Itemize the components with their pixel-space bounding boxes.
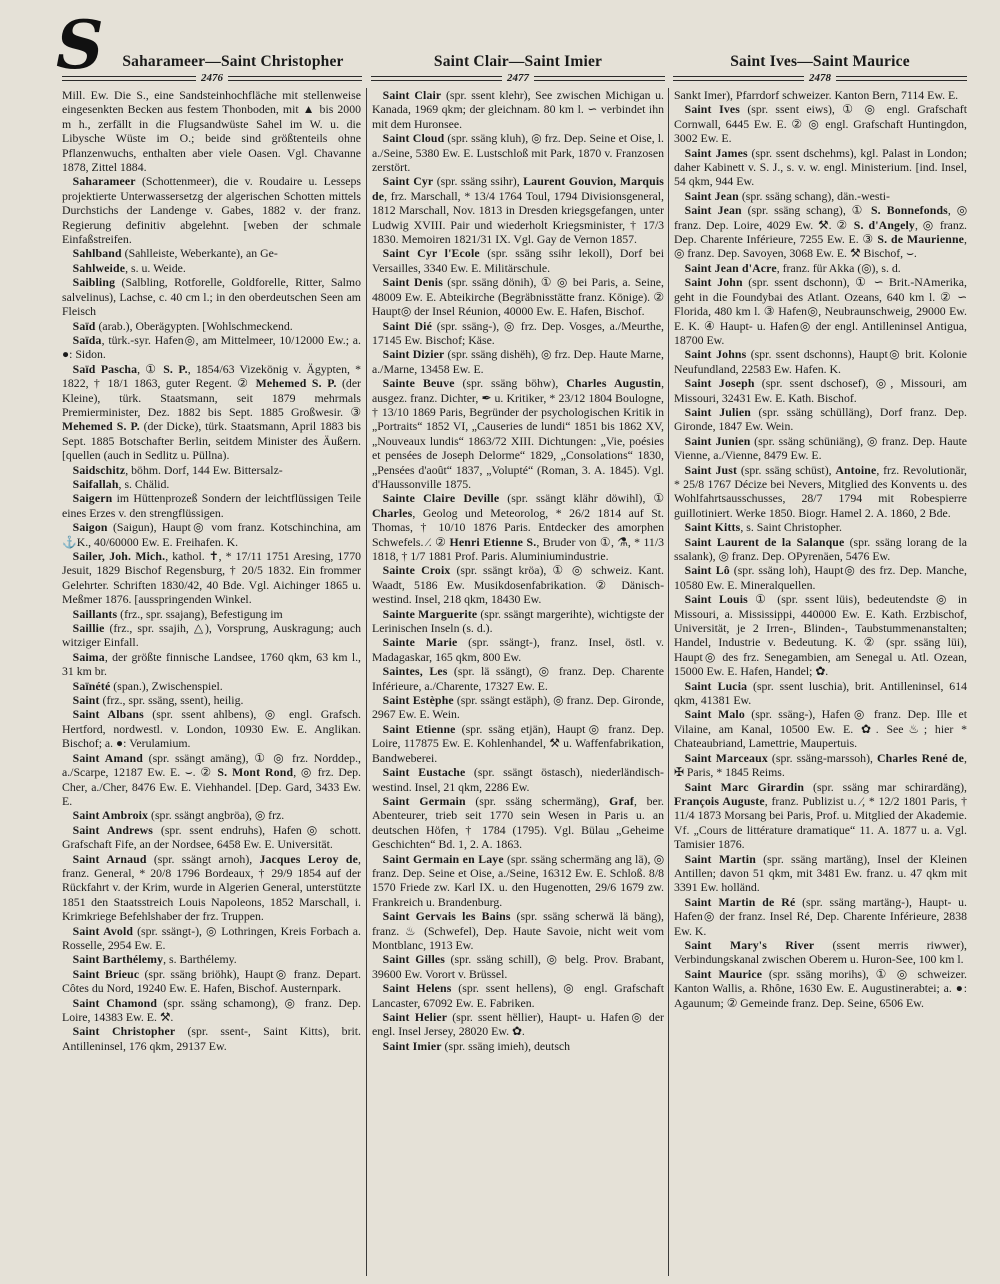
- dictionary-entry: [62, 174, 361, 246]
- entry-text: , türk.-syr. Hafen◎, am Mittelmeer, 10/12000 Ew.; a. ●: Sidon.: [62, 332, 361, 362]
- dictionary-entry: [674, 563, 967, 592]
- entry-text: (Sahlleiste, Weberkante), an Ge-: [121, 246, 278, 261]
- entry-text: Mill. Ew. Die S., eine Sandsteinhochfläche mit stellenweise eingesenkten Becken aus festem Thonboden, mit ▲ bis 2000 m h., zerfällt in die Flugsandwüste Sahel im W. u. die Libysche Wüste im O.; beide sind größtenteils ohne Pflanzenwuchs, enthalten aber viele Oasen. Vgl. Chavanne 1878, Zittel 1884.: [62, 88, 361, 175]
- dictionary-entry: [372, 794, 664, 852]
- entry-text: (spr. ssängt kröa), ① ◎ schweiz. Kant. Waadt, 5186 Ew. Musikdosenfabrikation. ② Dänisch-westind. Insel, 218 qkm, 18430 Ew.: [372, 563, 664, 607]
- entry-headword: Saint Brieuc: [72, 966, 140, 981]
- entry-text: (spr. ssent endruhs), Hafen◎ schott. Grafschaft Fife, an der Nordsee, 6458 Ew. E. Universität.: [62, 822, 361, 852]
- entry-text: (spr. ssängt amäng), ① ◎ frz. Norddep., a./Scarpe, 12187 Ew. E. ⌣. ②: [62, 750, 361, 780]
- dictionary-entry: [674, 102, 967, 145]
- dictionary-entry: [674, 88, 967, 102]
- entry-text: (spr. ssäng martäng), Insel der Kleinen Antillen; davon 51 qkm, mit 3481 Ew. franz. u. 47 qkm mit 3391 Ew. holländ.: [674, 851, 968, 895]
- entry-text: ① (spr. ssent lüis), bedeutendste ◎ in Missouri, a. Mississippi, 440000 Ew. E. Kath. Erzbischof, Universität, je 2 Irren-, Blinden-, Taubstummenanstalten; Handel, Industrie v. Bedeutung. K. ② (spr. ssäng lüi), Haupt◎ des frz. Senegambien, am Senegal u. Atl. Ozean, 15000 Ew. E. Hafen, Handel; ✿.: [674, 592, 967, 679]
- entry-text: (spr. ssängt estäph), ◎ franz. Dep. Gironde, 2967 Ew. E. Wein.: [372, 693, 664, 722]
- entry-headword: Saint John: [684, 275, 743, 290]
- dictionary-entry: [372, 491, 664, 563]
- dictionary-entry: [674, 347, 967, 376]
- double-rule: [673, 76, 804, 81]
- dictionary-entry: [62, 693, 361, 707]
- entry-text: (spr. ssäng loh), Haupt◎ des frz. Dep. Manche, 10580 Ew. E. Mineralquellen.: [674, 563, 967, 592]
- entry-text: (spr. ssängt-), franz. Insel, östl. v. Madagaskar, 165 qkm, 800 Ew.: [372, 635, 664, 664]
- entry-text: (spr. ssängt arnoh),: [146, 851, 260, 866]
- entry-text: (spr. ssäng scherwä lä bäng), franz. ♨ (Schwefel), Dep. Haute Savoie, nicht weit vom Montblanc, 1913 Ew.: [372, 909, 664, 952]
- entry-subheading: Graf: [609, 793, 635, 808]
- entry-text: (ssent merris riwwer), Verbindungskanal zwischen Oberem u. Huron-See, 100 km l.: [674, 937, 967, 967]
- dictionary-entry: [372, 174, 664, 246]
- dictionary-entry: [62, 477, 361, 491]
- entry-headword: Saint Martin: [684, 851, 756, 866]
- entry-text: , böhm. Dorf, 144 Ew. Bittersalz-: [125, 462, 283, 477]
- entry-headword: Saint Eustache: [382, 765, 466, 780]
- dictionary-entry: [674, 275, 967, 347]
- column-title-middle: Saint Clair—Saint Imier: [433, 53, 603, 70]
- entry-subheading: Antoine: [835, 462, 877, 477]
- dictionary-entry: [62, 707, 361, 750]
- entry-headword: Saint Malo: [684, 707, 745, 722]
- dictionary-entry: [674, 535, 967, 564]
- dictionary-entry: [674, 189, 967, 203]
- dictionary-entry: [62, 1024, 361, 1053]
- entry-text: (spr. ssäng mar schirardäng),: [804, 779, 967, 794]
- entry-headword: Saint Cyr l'Ecole: [382, 246, 480, 261]
- entry-headword: Saïd Pascha: [72, 361, 138, 376]
- dictionary-entry: [62, 88, 361, 174]
- entry-text: , s. Barthélemy.: [163, 952, 237, 967]
- entry-text: (Saigun), Haupt◎ vom franz. Kotschinchina, am ⚓K., 40/60000 Ew. E. Freihafen. K.: [62, 520, 361, 549]
- entry-text: , s. Chälid.: [118, 476, 170, 491]
- dictionary-entry: [674, 146, 967, 189]
- entry-headword: Saint Cloud: [382, 131, 445, 146]
- entry-headword: Saint Cyr: [382, 174, 434, 189]
- entry-headword: Saint Julien: [684, 404, 751, 419]
- entry-text: , der größte finnische Landsee, 1760 qkm, 63 km l., 31 km br.: [62, 649, 361, 679]
- page-number-row-left: [62, 73, 362, 84]
- entry-headword: Saint Arnaud: [72, 851, 147, 866]
- entry-text: (spr. ssäng böhw),: [454, 376, 567, 391]
- entry-headword: Saint Albans: [72, 707, 144, 722]
- entry-text: (der Kleine), türk. Staatsmann, seit 1879 mehrmals Premierminister, Dez. 1882 bis Sept. 1885 Großwesir. ③: [62, 376, 361, 419]
- column-title-right: Saint Ives—Saint Maurice: [730, 53, 910, 70]
- entry-headword: Saint Louis: [684, 592, 748, 607]
- entry-headword: Saint Estèphe: [382, 693, 454, 708]
- dictionary-entry: [372, 563, 664, 606]
- entry-headword: Saint Maurice: [684, 966, 763, 981]
- double-rule: [228, 76, 362, 81]
- entry-text: (spr. ssent ahlbens), ◎ engl. Grafsch. Hertford, nordwestl. v. London, 10930 Ew. E. Anglikan. Bischof; a. ●: Verulamium.: [62, 707, 362, 751]
- entry-text: (spr. ssäng lorang de la ssalank), ◎ franz. Dep. OPyrenäen, 5476 Ew.: [674, 534, 968, 563]
- entry-headword: Sainte Claire Deville: [382, 491, 500, 506]
- entry-headword: Saigern: [72, 491, 113, 506]
- entry-text: , 1854/63 Vizekönig v. Ägypten, * 1822, † 18/1 1863, guter Regent. ②: [62, 361, 361, 391]
- page-number: 2478: [809, 72, 831, 84]
- entry-subheading: S. d'Angely: [853, 217, 915, 232]
- entry-headword: Saint Kitts: [684, 520, 741, 535]
- entry-text: (spr. ssäng morihs), ① ◎ schweizer. Kanton Wallis, a. Rhône, 1630 Ew. E. Augustinerabtei; a. ●: Agaunum; ② Gemeinde franz. Dep. Seine, 6506 Ew.: [674, 966, 967, 1010]
- entry-text: (frz., spr. ssajih, △), Vorsprung, Auskragung; auch witziger Einfall.: [62, 621, 361, 650]
- dictionary-entry: [62, 333, 361, 362]
- entry-headword: Sailer, Joh. Mich.: [72, 549, 166, 563]
- entry-headword: Saint Andrews: [72, 822, 154, 837]
- entry-headword: Sainte Beuve: [382, 376, 455, 391]
- entry-text: (spr. ssäng schang), dän.-westi-: [738, 188, 890, 203]
- entry-headword: Saint Martin de Ré: [684, 894, 796, 909]
- dictionary-entry: [674, 261, 967, 275]
- entry-headword: Saint Junien: [684, 433, 751, 448]
- entry-text: (spr. lä ssängt), ◎ franz. Dep. Charente Inférieure, a./Charente, 17327 Ew. E.: [372, 664, 664, 693]
- entry-text: (spr. ssent-, Saint Kitts), brit. Antilleninsel, 176 qkm, 29137 Ew.: [62, 1024, 361, 1053]
- dictionary-entry: [372, 981, 664, 1010]
- dictionary-entry: [62, 823, 361, 852]
- double-rule: [371, 76, 502, 81]
- entry-headword: Saint: [72, 693, 100, 708]
- column-divider: [668, 88, 669, 1276]
- dictionary-entry: [62, 679, 361, 693]
- entry-text: (frz., spr. ssäng, ssent), heilig.: [99, 693, 244, 708]
- entry-text: , ber. Abenteurer, trieb seit 1770 sein Wesen in Paris u. an deutschen Höfen, † 1784 (1795). Vgl. Bülau „Geheime Geschichten“ Bd. 1, 2. A. 1863.: [372, 793, 664, 852]
- entry-subheading: S. P.: [163, 361, 188, 376]
- dictionary-entry: [372, 909, 664, 952]
- entry-headword: Saint Dié: [382, 318, 432, 333]
- entry-text: (spr. ssäng briöhk), Haupt◎ franz. Depart. Côtes du Nord, 19240 Ew. E. Hafen, Bischof. Austernpark.: [62, 966, 362, 996]
- entry-text: (arab.), Oberägypten. [Wohlschmeckend.: [95, 318, 293, 333]
- entry-headword: Saima: [72, 649, 105, 664]
- entry-text: (spr. ssent hëllier), Haupt- u. Hafen◎ der engl. Insel Jersey, 28020 Ew. ✿.: [372, 1010, 664, 1039]
- entry-text: (spr. ssent dschehms), kgl. Palast in London; daher Kabinett v. S. J., s. v. w. engl. Ministerium. [ind. Insel, 54 qkm, 944 Ew.: [674, 145, 968, 189]
- dictionary-entry: [62, 275, 361, 318]
- entry-text: (spr. ssäng kluh), ◎ frz. Dep. Seine et Oise, l. a./Seine, 5380 Ew. E. Lustschloß mit Park, 1870 v. Franzosen zerstört.: [372, 131, 664, 175]
- dictionary-entry: [62, 924, 361, 953]
- entry-text: (spr. ssent dschonn), ① ∽ Brit.-NAmerika, geht in die Foundybai des Atlant. Ozeans, 640 km l. ② ∽ Florida, 480 km l. ③ Hafen◎, Neubraunschweig, 29000 Ew. E. K. ④ Haupt- u. Hafen◎ der engl. Antilleninsel Antigua, 18700 Ew.: [674, 275, 967, 347]
- entry-text: , franz. für Akka (◎), s. d.: [776, 260, 901, 275]
- column-divider: [366, 88, 367, 1276]
- dictionary-entry: [674, 376, 967, 405]
- dictionary-entry: [674, 852, 967, 895]
- entry-headword: Saint Chamond: [72, 995, 158, 1010]
- entry-headword: Saillie: [72, 621, 105, 636]
- dictionary-entry: [372, 635, 664, 664]
- entry-headword: Saharameer: [72, 174, 136, 189]
- entry-text: (spr. ssäng dishëh), ◎ frz. Dep. Haute Marne, a./Marne, 13458 Ew. E.: [372, 347, 664, 376]
- entry-text: (der Dicke), türk. Staatsmann, April 1883 bis Sept. 1885 Botschafter Berlin, seitdem Minister des Äußern. [quellen (auch in Sedlitz u. Püllna).: [62, 419, 361, 463]
- entry-headword: Saint James: [684, 145, 748, 160]
- dictionary-entry: [62, 520, 361, 549]
- dictionary-entry: [372, 275, 664, 318]
- entry-headword: Saint Mary's River: [684, 937, 815, 952]
- entry-headword: Saint Johns: [684, 347, 747, 362]
- dictionary-entry: [62, 261, 361, 275]
- entry-text: , ◎ frz. Dep. Cher, a./Cher, 8476 Ew. E. Viehhandel. [Dep. Gard, 3433 Ew. E.: [62, 765, 361, 808]
- initial-letter: S: [56, 6, 104, 84]
- entry-headword: Sainte Marie: [382, 635, 458, 650]
- entry-headword: Saint Etienne: [382, 721, 456, 736]
- entry-text: (spr. ssäng martäng-), Haupt- u. Hafen◎ der franz. Insel Ré, Dep. Charente Inférieure, 2838 Ew. K.: [674, 894, 967, 938]
- entry-headword: Saint Helier: [382, 1010, 448, 1024]
- dictionary-entry: [62, 362, 361, 463]
- entry-headword: Saifallah: [72, 476, 119, 491]
- entry-text: (spr. ssäng-), Hafen◎ franz. Dep. Ille et Vilaine, am Kanal, 10500 Ew. E. ✿. See♨; hier * Chateaubriand, Lamettrie, Maupertuis.: [674, 707, 967, 751]
- dictionary-entry: [62, 621, 361, 650]
- entry-text: , Geolog und Meteorolog, * 26/2 1814 auf St. Thomas, † 10/10 1876 Paris. Entdecker des amorphen Schwefels. ⁄. ②: [372, 505, 664, 549]
- entry-headword: Saint Ives: [684, 102, 741, 117]
- page-number: 2477: [507, 72, 529, 84]
- dictionary-entry: [62, 808, 361, 822]
- dictionary-entry: [674, 434, 967, 463]
- entry-text: (spr. ssäng schamong), ◎ franz. Dep. Loire, 14383 Ew. E. ⚒.: [62, 995, 361, 1024]
- entry-subheading: S. Mont Rond: [217, 765, 294, 780]
- entry-headword: Sahlband: [72, 246, 122, 261]
- dictionary-entry: [62, 650, 361, 679]
- dictionary-entry: [62, 319, 361, 333]
- dictionary-entry: [674, 463, 967, 521]
- dictionary-entry: [674, 203, 967, 261]
- entry-text: , s. Saint Christopher.: [740, 520, 842, 535]
- entry-text: (spr. ssent dschosef), ◎, Missouri, am Missouri, 32431 Ew. E. Kath. Bischof.: [674, 376, 967, 405]
- dictionary-entry: [372, 88, 664, 131]
- entry-text: , ✠ Paris, * 1845 Reims.: [674, 750, 967, 780]
- entry-text: (spr. ssent dschonns), Haupt◎ brit. Kolonie Neufundland, 22583 Ew. Hafen. K.: [674, 347, 967, 376]
- entry-text: (span.), Zwischenspiel.: [110, 678, 223, 693]
- entry-text: (spr. ssäng schill), ◎ belg. Prov. Brabant, 39600 Ew. Vorort v. Brüssel.: [372, 952, 664, 981]
- entry-text: , ①: [137, 361, 164, 376]
- double-rule: [534, 76, 665, 81]
- dictionary-entry: [372, 952, 664, 981]
- entry-text: , ◎ franz. Dep. Savoyen, 3068 Ew. E. ⚒ Bischof, ⌣.: [674, 232, 967, 261]
- entry-text: , frz. Marschall, * 13/4 1764 Toul, 1794 Divisionsgeneral, 1812 Marschall, Nov. 1813 in Dresden kriegsgefangen, unter Ludwig XVIII. Pair und wiederholt Kriegsminister, † 17/3 1830. Memoiren 1821/31 IX. Vgl. Gay de Vernon 1857.: [372, 188, 664, 247]
- entry-text: (spr. ssäng-marssoh),: [767, 750, 878, 765]
- entry-subheading: Charles René de: [877, 750, 965, 765]
- entry-subheading: Jacques Leroy de: [259, 851, 359, 866]
- entry-text: (spr. ssäng imieh), deutsch: [441, 1038, 571, 1053]
- entry-text: (Schottenmeer), die v. Roudaire u. Lesseps projektierte Unterwassersetzg der algerischen Schotten mittels Durchstichs der Landenge v. Gabes, 1882 v. der franz. Regierung definitiv abgelehnt. [weben der schmale Einfaßstreifen.: [62, 174, 361, 247]
- entry-text: , ◎ franz. Dep. Charente Inférieure, 7255 Ew. E. ③: [674, 217, 968, 247]
- entry-text: (spr. ssent hellens), ◎ engl. Grafschaft Lancaster, 67092 Ew. E. Fabriken.: [372, 981, 664, 1010]
- dictionary-entry: [62, 491, 361, 520]
- entry-text: (spr. ssängt klähr döwihl), ①: [499, 491, 664, 506]
- entry-headword: Saint Denis: [382, 275, 443, 290]
- column-title-left: Saharameer—Saint Christopher: [122, 53, 344, 70]
- entry-subheading: Henri Etienne S.: [449, 534, 537, 549]
- entry-headword: Saint Gervais les Bains: [382, 909, 511, 924]
- page-number: 2476: [201, 72, 223, 84]
- entry-headword: Saint Clair: [382, 88, 442, 102]
- entry-text: (spr. ssäng schüst),: [737, 462, 836, 477]
- dictionary-entry: [372, 319, 664, 348]
- entry-headword: Saïda: [72, 332, 102, 347]
- entry-text: , ausgez. franz. Dichter, ✒ u. Kritiker, * 23/12 1804 Boulogne, † 13/10 1869 Paris, Begründer der psychologischen Kritik in „Portraits“ 1852 VI, „Causeries de lundi“ 1851 bis 1862 XV, „Nouveaux lundis“ 1863/72 XIII. Dichtungen: „Vie, poésies et pensées de Joseph Delorme“ 1829, „Consolations“ 1830, „Pensées d'août“ 1837, „Volupté“ (Roman, 3. A. 1845). Vgl. d'Haussonville 1875.: [372, 376, 665, 491]
- dictionary-entry: [372, 664, 664, 693]
- entry-text: (spr. ssäng ssihr),: [433, 174, 524, 189]
- entry-headword: Saint Avold: [72, 923, 134, 938]
- entry-text: (spr. ssäng ssihr lekoll), Dorf bei Versailles, 3340 Ew. E. Militärschule.: [372, 246, 664, 275]
- entry-headword: Saint Gilles: [382, 952, 446, 967]
- dictionary-entry: [372, 693, 664, 722]
- entry-headword: Saint Marceaux: [684, 750, 768, 765]
- dictionary-entry: [62, 751, 361, 809]
- entry-text: (spr. ssent klehr), See zwischen Michigan u. Kanada, 1969 qkm; der gleichnam. 80 km l. ∽ verbindet ihn mit dem Huronsee.: [372, 88, 665, 131]
- entry-headword: Saïd: [72, 318, 96, 333]
- entry-headword: Saint Laurent de la Salanque: [684, 534, 845, 549]
- dictionary-entry: [62, 607, 361, 621]
- page-number-row-middle: [371, 73, 665, 84]
- entry-subheading: Mehemed S. P.: [62, 419, 140, 434]
- entry-text: (spr. ssäng schang), ①: [741, 203, 871, 218]
- dictionary-entry: [372, 347, 664, 376]
- entry-headword: Saint Helens: [382, 981, 452, 996]
- entry-headword: Saint Jean: [684, 203, 742, 218]
- dictionary-entry: [372, 852, 664, 910]
- entry-headword: Saint Dizier: [382, 347, 445, 362]
- entry-headword: Saibling: [72, 275, 116, 290]
- entry-text: (Salbling, Rotforelle, Goldforelle, Ritter, Salmo salvelinus), Lachse, c. 40 cm l.; in den oberdeutschen Seen am Fleisch: [62, 275, 361, 319]
- dictionary-entry: [674, 520, 967, 534]
- dictionary-entry: [674, 780, 967, 852]
- dictionary-entry: [62, 967, 361, 996]
- entry-text: (spr. ssäng-), ◎ frz. Dep. Vosges, a./Meurthe, 17145 Ew. Bischof; Käse.: [372, 318, 665, 347]
- entry-text: (spr. ssäng schermäng ang lä), ◎ franz. Dep. Seine et Oise, a./Seine, 16312 Ew. E. Schloß. 8/8 1570 Friede zw. Karl IX. u. den Hugenotten, 29/6 1679 zw. Frankreich u. Brandenburg.: [372, 851, 664, 909]
- entry-headword: Saint Joseph: [684, 376, 755, 391]
- entry-headword: Saint Imier: [382, 1038, 442, 1053]
- column-body-right: [674, 88, 967, 1010]
- dictionary-entry: [674, 405, 967, 434]
- entry-subheading: Charles: [372, 505, 413, 520]
- dictionary-entry: [372, 376, 664, 491]
- entry-text: Sankt Imer), Pfarrdorf schweizer. Kanton Bern, 7114 Ew. E.: [674, 88, 959, 102]
- dictionary-entry: [372, 607, 664, 636]
- entry-text: (spr. ssängt angbröa), ◎ frz.: [148, 808, 285, 823]
- dictionary-entry: [372, 722, 664, 765]
- dictionary-entry: [62, 852, 361, 924]
- entry-headword: Saint Jean d'Acre: [684, 260, 777, 275]
- entry-headword: Sainte Marguerite: [382, 606, 478, 621]
- dictionary-entry: [674, 592, 967, 678]
- entry-text: , franz. Publizist u. ⁄, * 12/2 1801 Paris, † 11/4 1873 Morsang bei Paris, Prof. u. Mitglied der Akademie. Vf. „Cours de littérature dramatique“ 11. A. 1877 u. a. Vgl. Tamisier 1876.: [674, 793, 967, 852]
- dictionary-entry: [674, 751, 967, 780]
- entry-headword: Saïnété: [72, 678, 111, 693]
- entry-subheading: Mehemed S. P.: [255, 376, 337, 391]
- entry-text: (spr. ssent luschia), brit. Antilleninsel, 614 qkm, 41381 Ew.: [674, 678, 967, 708]
- entry-headword: Saillants: [72, 606, 118, 621]
- entry-text: (spr. ssäng schüniäng), ◎ franz. Dep. Haute Vienne, a./Vienne, 8479 Ew. E.: [674, 433, 967, 463]
- entry-headword: Saigon: [72, 520, 108, 535]
- entry-text: (spr. ssängt-), ◎ Lothringen, Kreis Forbach a. Rosselle, 2954 Ew. E.: [62, 923, 361, 952]
- entry-text: im Hüttenprozeß Sondern der leichtflüssigen Teile eines Erzes v. den strengflüssigen.: [62, 491, 361, 520]
- entry-text: , ◎ franz. Dep. Loire, 4029 Ew. ⚒. ②: [674, 203, 967, 232]
- entry-headword: Saint Amand: [72, 750, 143, 765]
- dictionary-entry: [62, 463, 361, 477]
- entry-headword: Sainte Croix: [382, 563, 451, 578]
- entry-headword: Saint Lô: [684, 563, 730, 578]
- entry-headword: Saint Just: [684, 462, 738, 477]
- entry-headword: Saint Barthélemy: [72, 952, 164, 967]
- entry-text: , frz. Revolutionär, * 25/8 1767 Décize bei Nevers, Mitglied des Konvents u. des Wohlfahrtsausschusses, 28/7 1794 mit Robespierre guillotiniert. Werke 1850. Biogr. Hamel 2. A. 1860, 2 Bde.: [674, 462, 967, 520]
- column-body-middle: [372, 88, 664, 1053]
- column-body-left: [62, 88, 361, 1053]
- dictionary-entry: [674, 967, 967, 1010]
- dictionary-entry: [372, 1039, 664, 1053]
- entry-subheading: François Auguste: [674, 793, 765, 808]
- dictionary-entry: [372, 765, 664, 794]
- dictionary-entry: [372, 131, 664, 174]
- dictionary-entry: [674, 895, 967, 938]
- dictionary-entry: [674, 938, 967, 967]
- entry-text: , kathol. ✝, * 17/11 1751 Aresing, 1770 Jesuit, 1829 Bischof Regensburg, † 20/5 1832. Ein frommer Gelehrter. Schriften 1830/42, 40 Bde. Vgl. Aichinger 1865 u. Meßmer 1876. [ausspringenden Winkel.: [62, 549, 361, 607]
- dictionary-entry: [62, 246, 361, 260]
- double-rule: [836, 76, 967, 81]
- dictionary-entry: [62, 549, 361, 607]
- entry-headword: Saint Germain en Laye: [382, 851, 504, 866]
- dictionary-entry: [62, 952, 361, 966]
- entry-text: , Bruder von ①, ⚗, * 11/3 1818, † 1/7 1881 Prof. Paris. Aluminiumindustrie.: [372, 534, 665, 563]
- entry-text: (spr. ssängt östasch), niederländisch-westind. Insel, 21 qkm, 2286 Ew.: [372, 765, 664, 794]
- entry-subheading: Laurent Gouvion, Marquis de: [372, 174, 664, 203]
- dictionary-entry: [674, 679, 967, 708]
- entry-headword: Saint Marc Girardin: [684, 779, 805, 794]
- page-number-row-right: [673, 73, 967, 84]
- double-rule: [62, 76, 196, 81]
- dictionary-entry: [372, 246, 664, 275]
- entry-headword: Saint Jean: [684, 188, 739, 203]
- dictionary-entry: [62, 996, 361, 1025]
- entry-text: (spr. ssäng etjän), Haupt◎ franz. Dep. Loire, 117875 Ew. E. Kohlenhandel, ⚒ u. Waffenfabrikation, Bandweberei.: [372, 721, 665, 765]
- entry-headword: Saint Germain: [382, 793, 466, 808]
- dictionary-entry: [372, 1010, 664, 1039]
- entry-text: , s. u. Weide.: [125, 260, 186, 275]
- entry-text: (spr. ssent eiws), ① ◎ engl. Grafschaft Cornwall, 6445 Ew. E. ② ◎ engl. Grafschaft Huntingdon, 3002 Ew. E.: [674, 102, 967, 146]
- entry-subheading: Charles Augustin: [566, 376, 662, 391]
- entry-subheading: S. de Maurienne: [877, 232, 965, 247]
- entry-subheading: S. Bonnefonds: [870, 203, 948, 218]
- entry-text: (spr. ssäng schermäng),: [465, 793, 610, 808]
- entry-text: , franz. General, * 20/8 1796 Bordeaux, † 29/9 1854 auf der Rückfahrt v. der Krim, wurde in Algerien General, unterstützte 1851 den Staatsstreich Louis Napoleons, 1852 Marschall, i. Krimkriege Befehlshaber der frz. Truppen.: [62, 851, 361, 924]
- dictionary-entry: [674, 707, 967, 750]
- entry-headword: Saint Christopher: [72, 1024, 176, 1039]
- entry-headword: Saidschitz: [72, 462, 126, 477]
- entry-text: (spr. ssängt margerihte), wichtigste der Lerinischen Inseln (s. d.).: [372, 606, 664, 636]
- entry-text: (spr. ssäng dönih), ① ◎ bei Paris, a. Seine, 48009 Ew. E. Abteikirche (Begräbnisstätte franz. Könige). ② Haupt◎ der Insel Réunion, 40000 Ew. E. Hafen, Bischof.: [372, 275, 664, 319]
- entry-headword: Saint Ambroix: [72, 808, 149, 823]
- entry-text: (frz., spr. ssajang), Befestigung im: [117, 606, 283, 621]
- entry-headword: Saint Lucia: [684, 678, 748, 693]
- entry-text: (spr. ssäng schülläng), Dorf franz. Dep. Gironde, 1847 Ew. Wein.: [674, 404, 967, 434]
- entry-headword: Saintes, Les: [382, 664, 448, 679]
- entry-headword: Sahlweide: [72, 260, 126, 275]
